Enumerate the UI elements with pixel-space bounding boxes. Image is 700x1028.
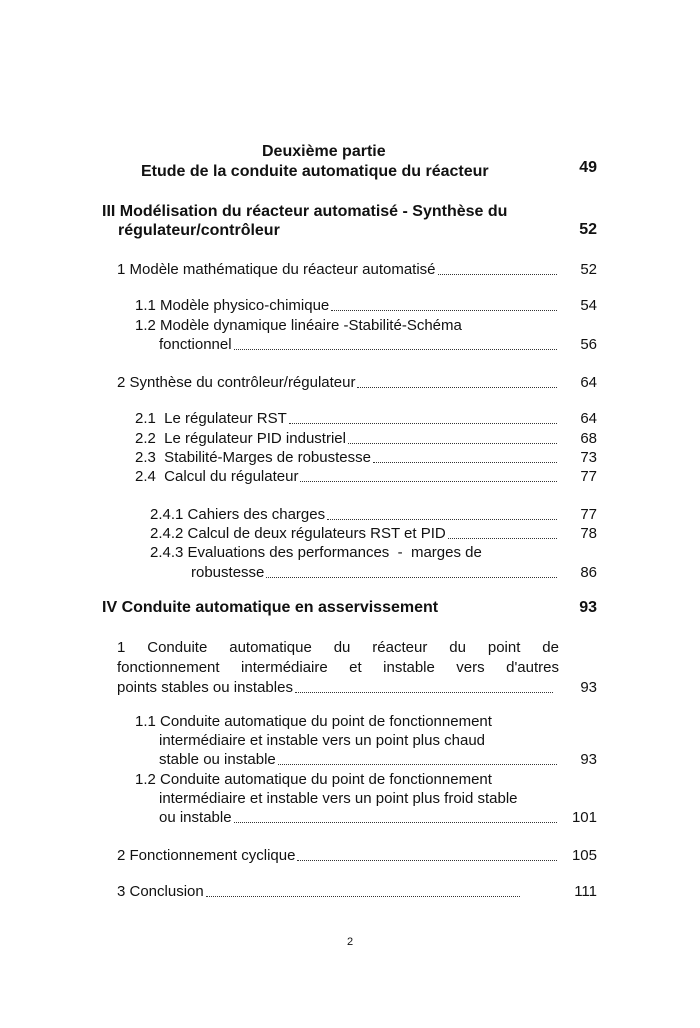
- entry-text: robustesse: [191, 564, 265, 581]
- page-number: 105: [571, 847, 597, 864]
- toc-entry: [135, 409, 559, 428]
- dot-leader: [278, 764, 557, 765]
- chapter-title: régulateur/contrôleur: [118, 222, 280, 239]
- toc-entry: [117, 846, 559, 865]
- footer-page-number: 2: [346, 936, 354, 948]
- toc-entry: [191, 563, 559, 582]
- chapter-title: III Modélisation du réacteur automatisé - Synthèse du: [102, 203, 508, 220]
- toc-entry: [117, 678, 555, 697]
- entry-text: fonctionnement intermédiaire et instable vers d'autres: [117, 659, 559, 676]
- entry-text: points stables ou instables: [117, 679, 293, 696]
- dot-leader: [266, 577, 557, 578]
- entry-text: 2.4 Calcul du régulateur: [135, 468, 299, 485]
- entry-text: 2 Synthèse du contrôleur/régulateur: [117, 374, 356, 391]
- entry-text: 2.3 Stabilité-Marges de robustesse: [135, 449, 371, 466]
- dot-leader: [289, 423, 557, 424]
- toc-entry: [150, 505, 559, 524]
- page-number: 68: [580, 430, 597, 447]
- toc-entry: [135, 467, 559, 486]
- page-number: 52: [580, 261, 597, 278]
- part-title: Deuxième partie: [262, 143, 386, 160]
- entry-text: 2.4.2 Calcul de deux régulateurs RST et PID: [150, 525, 446, 542]
- dot-leader: [327, 519, 557, 520]
- dot-leader: [234, 822, 557, 823]
- toc-entry: [135, 296, 559, 315]
- dot-leader: [206, 896, 520, 897]
- entry-text: 1.2 Conduite automatique du point de fonctionnement: [135, 771, 492, 788]
- entry-text: stable ou instable: [159, 751, 276, 768]
- toc-entry: [159, 750, 559, 769]
- entry-text: 1 Conduite automatique du réacteur du point de: [117, 639, 559, 656]
- entry-text: 3 Conclusion: [117, 883, 204, 900]
- entry-text: intermédiaire et instable vers un point plus froid stable: [159, 790, 518, 807]
- page-number: 64: [580, 410, 597, 427]
- entry-text: 2 Fonctionnement cyclique: [117, 847, 296, 864]
- page-number: 78: [580, 525, 597, 542]
- toc-entry: [117, 260, 559, 279]
- chapter-title: IV Conduite automatique en asservissement: [102, 599, 439, 616]
- toc-entry: [117, 373, 559, 392]
- dot-leader: [234, 349, 557, 350]
- part-subtitle: Etude de la conduite automatique du réacteur: [141, 163, 489, 180]
- toc-entry: [150, 524, 559, 543]
- page-number: 101: [571, 809, 597, 826]
- entry-text: 2.2 Le régulateur PID industriel: [135, 430, 346, 447]
- entry-text: 2.4.3 Evaluations des performances - marges de: [150, 544, 482, 561]
- toc-entry: [159, 808, 559, 827]
- entry-text: intermédiaire et instable vers un point plus chaud: [159, 732, 486, 749]
- page-number: 93: [579, 599, 597, 616]
- dot-leader: [295, 692, 553, 693]
- entry-text: fonctionnel: [159, 336, 232, 353]
- page-number: 52: [579, 221, 597, 238]
- entry-text: 1.1 Conduite automatique du point de fonctionnement: [135, 713, 492, 730]
- entry-text: 2.1 Le régulateur RST: [135, 410, 287, 427]
- dot-leader: [331, 310, 557, 311]
- entry-text: ou instable: [159, 809, 232, 826]
- entry-text: 2.4.1 Cahiers des charges: [150, 506, 326, 523]
- page-number: 111: [574, 883, 597, 900]
- page-number: 73: [580, 449, 597, 466]
- toc-entry: [135, 429, 559, 448]
- dot-leader: [357, 387, 557, 388]
- dot-leader: [373, 462, 557, 463]
- entry-text: 1 Modèle mathématique du réacteur automatisé: [117, 261, 436, 278]
- dot-leader: [300, 481, 557, 482]
- page-number: 93: [580, 679, 597, 696]
- page-number: 86: [580, 564, 597, 581]
- page-number: 56: [580, 336, 597, 353]
- toc-entry: [117, 882, 522, 901]
- page-number: 49: [579, 159, 597, 176]
- page-number: 77: [580, 468, 597, 485]
- page-number: 54: [580, 297, 597, 314]
- dot-leader: [348, 443, 557, 444]
- entry-text: 1.1 Modèle physico-chimique: [135, 297, 330, 314]
- page-number: 77: [580, 506, 597, 523]
- toc-entry: [159, 335, 559, 354]
- page-number: 93: [580, 751, 597, 768]
- entry-text: 1.2 Modèle dynamique linéaire -Stabilité-Schéma: [135, 317, 462, 334]
- toc-entry: [135, 448, 559, 467]
- page-number: 64: [580, 374, 597, 391]
- dot-leader: [297, 860, 557, 861]
